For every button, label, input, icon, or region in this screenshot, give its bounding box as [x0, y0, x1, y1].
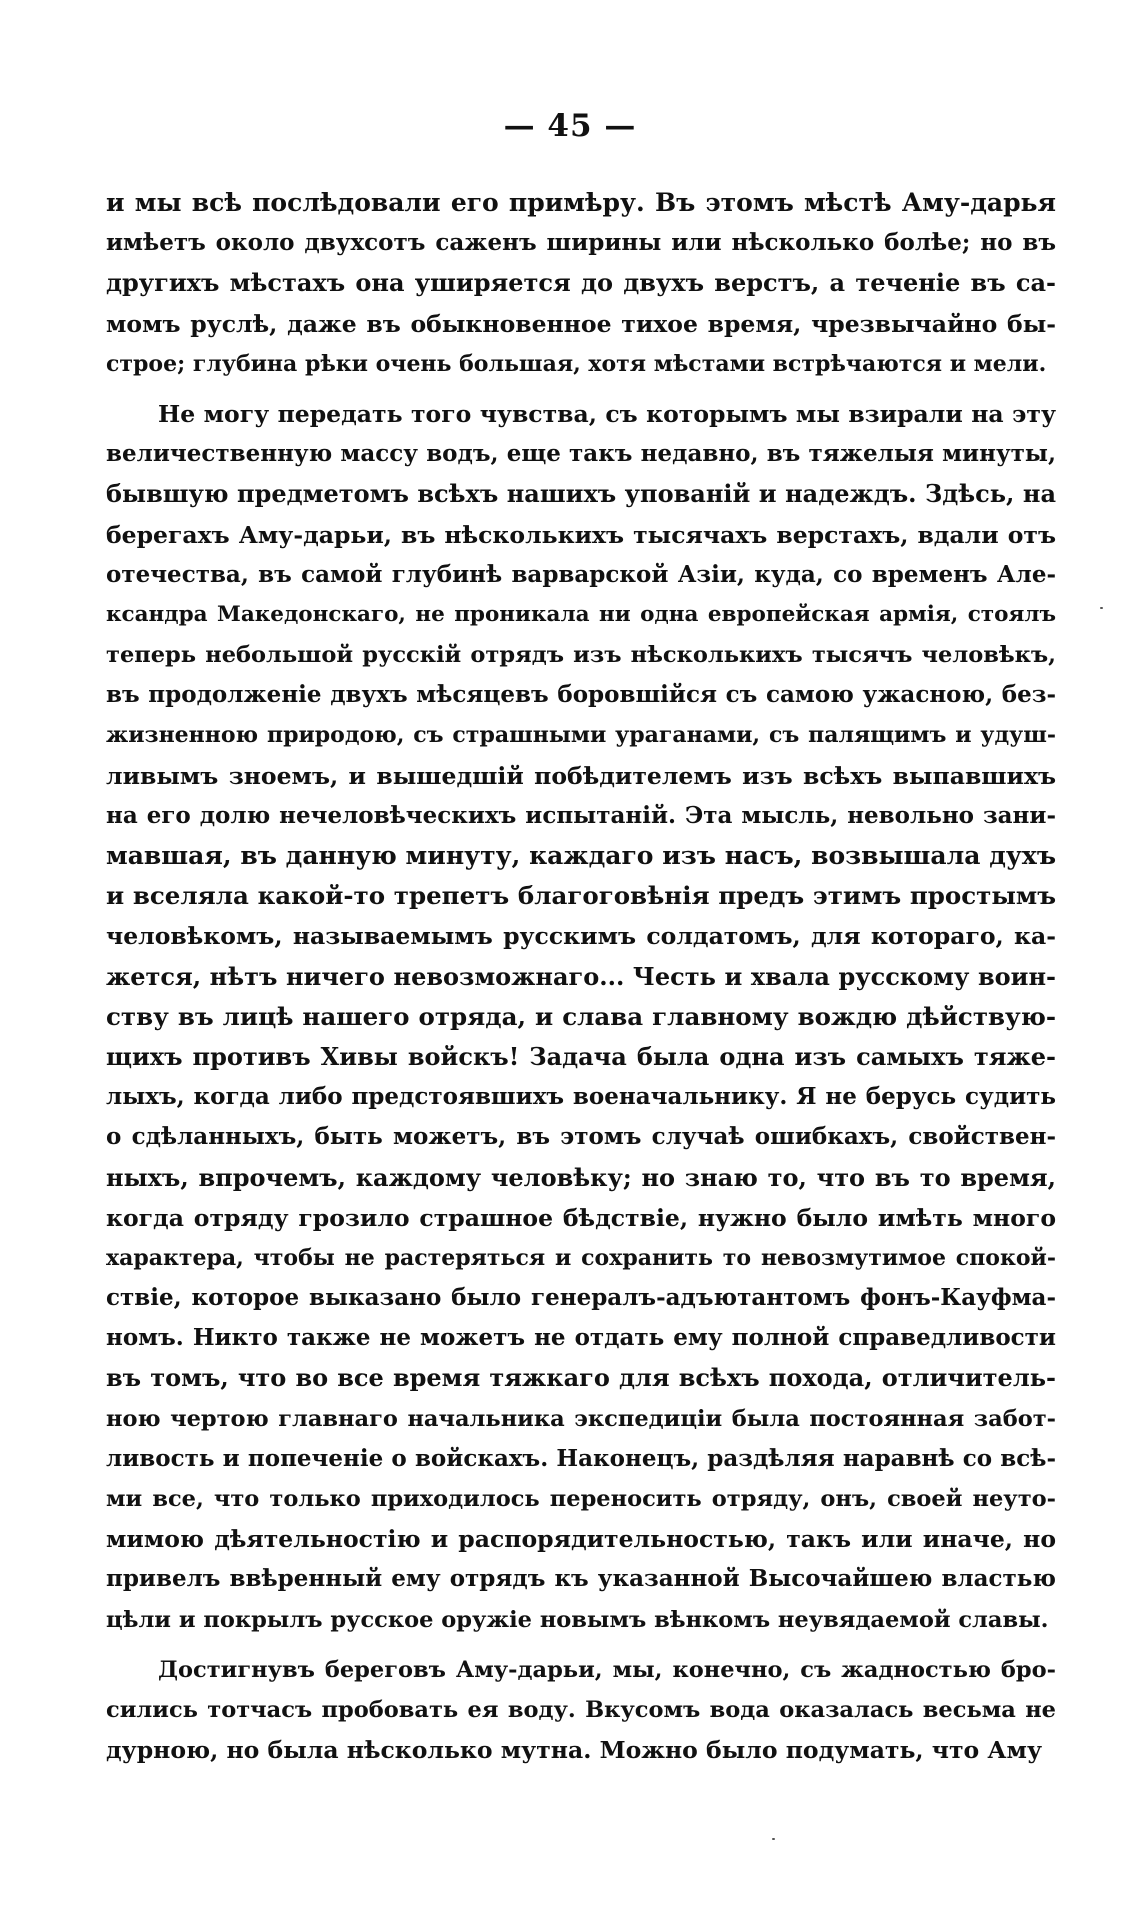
- text-line: ству въ лицѣ нашего отряда, и слава главному вождю дѣйствую-: [106, 1001, 1056, 1031]
- text-line: номъ. Никто также не можетъ не отдать ему полной справедливости: [106, 1324, 1056, 1352]
- paragraph-gap: [106, 384, 1056, 394]
- text-line: ксандра Македонскаго, не проникала ни одна европейская армія, стоялъ: [106, 601, 1056, 627]
- text-line: Достигнувъ береговъ Аму-дарьи, мы, конечно, съ жадностью бро-: [158, 1656, 1056, 1683]
- text-line: на его долю нечеловѣческихъ испытаній. Эта мысль, невольно зани-: [106, 801, 1056, 829]
- print-speck: [772, 1838, 775, 1840]
- text-line: когда отряду грозило страшное бѣдствіе, нужно было имѣть много: [106, 1203, 1056, 1232]
- paragraph-gap: [106, 1640, 1056, 1650]
- text-line: мавшая, въ данную минуту, каждаго изъ насъ, возвышала духъ: [106, 841, 1056, 870]
- page-number: — 45 —: [503, 108, 637, 144]
- print-speck: [1100, 607, 1103, 609]
- text-line: момъ руслѣ, даже въ обыкновенное тихое время, чрезвычайно бы-: [106, 309, 1056, 338]
- text-line: въ томъ, что во все время тяжкаго для всѣхъ похода, отличитель-: [106, 1363, 1056, 1393]
- text-line: другихъ мѣстахъ она уширяется до двухъ верстъ, а теченіе въ са-: [106, 268, 1056, 298]
- text-line: ною чертою главнаго начальника экспедиціи была постоянная забот-: [106, 1405, 1056, 1432]
- text-line: ливость и попеченіе о войскахъ. Наконецъ, раздѣляя наравнѣ со всѣ-: [106, 1444, 1056, 1472]
- body-text: [106, 183, 1056, 1770]
- text-line: теперь небольшой русскій отрядъ изъ нѣсколькихъ тысячъ человѣкъ,: [106, 642, 1056, 669]
- text-line: Не могу передать того чувства, съ которымъ мы взирали на эту: [158, 399, 1056, 428]
- text-line: щихъ противъ Хивы войскъ! Задача была одна изъ самыхъ тяже-: [106, 1041, 1056, 1071]
- text-line: имѣетъ около двухсотъ саженъ ширины или нѣсколько болѣе; но въ: [106, 229, 1056, 257]
- text-line: человѣкомъ, называемымъ русскимъ солдатомъ, для котораго, ка-: [106, 922, 1056, 951]
- text-line: сились тотчасъ пробовать ея воду. Вкусомъ вода оказалась весьма не: [106, 1696, 1056, 1723]
- text-line: ствіе, которое выказано было генералъ-адъютантомъ фонъ-Кауфма-: [106, 1284, 1056, 1312]
- text-line: дурною, но была нѣсколько мутна. Можно было подумать, что Аму: [106, 1736, 1043, 1765]
- text-line: мимою дѣятельностію и распорядительностью, такъ или иначе, но: [106, 1525, 1056, 1554]
- text-line: въ продолженіе двухъ мѣсяцевъ боровшійся съ самою ужасною, без-: [106, 681, 1056, 709]
- text-line: ми все, что только приходилось переносить отряду, онъ, своей неуто-: [106, 1486, 1056, 1512]
- text-line: отечества, въ самой глубинѣ варварской Азіи, куда, со временъ Але-: [106, 560, 1056, 588]
- text-line: цѣли и покрылъ русское оружіе новымъ вѣнкомъ неувядаемой славы.: [106, 1606, 1049, 1633]
- text-line: бывшую предметомъ всѣхъ нашихъ упованій и надеждъ. Здѣсь, на: [106, 479, 1056, 509]
- text-line: строе; глубина рѣки очень большая, хотя мѣстами встрѣчаются и мели.: [106, 350, 1047, 377]
- text-line: о сдѣланныхъ, быть можетъ, въ этомъ случаѣ ошибкахъ, свойствен-: [106, 1123, 1056, 1151]
- text-line: характера, чтобы не растеряться и сохранить то невозмутимое спокой-: [106, 1244, 1056, 1271]
- text-line: привелъ ввѣренный ему отрядъ къ указанной Высочайшею властью: [106, 1565, 1056, 1593]
- text-line: жется, нѣтъ ничего невозможнаго... Честь и хвала русскому воин-: [106, 961, 1056, 991]
- text-line: ливымъ зноемъ, и вышедшій побѣдителемъ изъ всѣхъ выпавшихъ: [106, 761, 1056, 790]
- text-line: величественную массу водъ, еще такъ недавно, въ тяжелыя минуты,: [106, 440, 1056, 468]
- text-line: ныхъ, впрочемъ, каждому человѣку; но знаю то, что въ то время,: [106, 1162, 1056, 1192]
- text-line: лыхъ, когда либо предстоявшихъ военачальнику. Я не берусь судить: [106, 1083, 1056, 1111]
- text-line: берегахъ Аму-дарьи, въ нѣсколькихъ тысячахъ верстахъ, вдали отъ: [106, 520, 1056, 549]
- text-line: жизненною природою, съ страшными ураганами, съ палящимъ и удуш-: [106, 722, 1056, 749]
- text-line: и мы всѣ послѣдовали его примѣру. Въ этомъ мѣстѣ Аму-дарья: [106, 188, 1056, 217]
- text-line: и вселяла какой-то трепетъ благоговѣнія предъ этимъ простымъ: [106, 881, 1056, 911]
